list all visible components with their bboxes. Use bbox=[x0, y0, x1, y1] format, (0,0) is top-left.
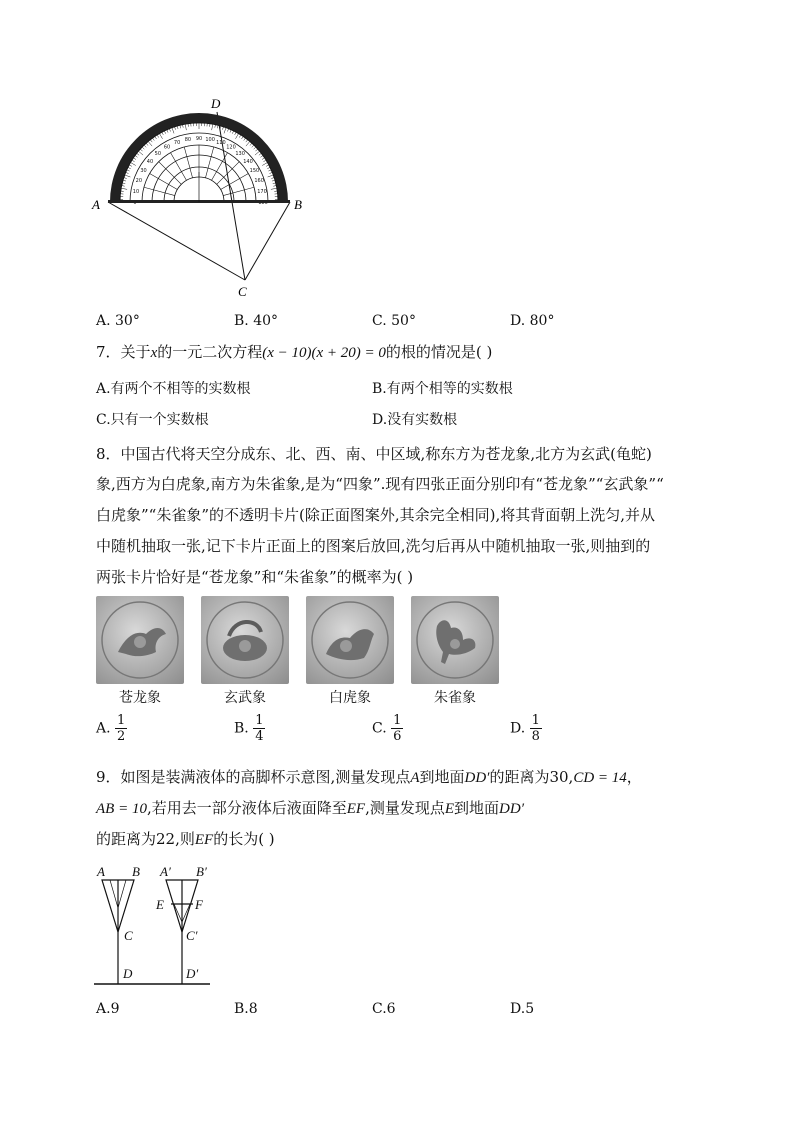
protractor-tick bbox=[125, 175, 131, 177]
protractor-tick bbox=[129, 165, 132, 166]
q7-option-d: D.没有实数根 bbox=[372, 412, 458, 428]
q6-option-d: D. 80° bbox=[510, 313, 555, 329]
protractor-degree-label: 160 bbox=[254, 178, 264, 185]
goblet-label-A: A bbox=[97, 864, 105, 879]
protractor-tick bbox=[273, 183, 276, 184]
protractor-tick bbox=[212, 124, 213, 130]
protractor-tick bbox=[153, 138, 155, 140]
q7-option-b: B.有两个相等的实数根 bbox=[372, 381, 513, 397]
goblet-label-C: C bbox=[124, 928, 133, 943]
q6-option-c: C. 50° bbox=[372, 313, 416, 329]
protractor-tick bbox=[138, 151, 143, 155]
protractor-degree-label: 120 bbox=[226, 144, 236, 151]
protractor-degree-label: 80 bbox=[184, 136, 192, 143]
q8-option-d: D. $\frac{1}{8}$ bbox=[510, 713, 540, 744]
q8-stem-line-2: 象,西方为白虎象,南方为朱雀象,是为“四象”.现有四张正面分别印有“苍龙象”“玄武象”“ bbox=[96, 475, 664, 493]
protractor-tick bbox=[122, 183, 125, 184]
protractor-degree-label: 70 bbox=[173, 139, 181, 146]
q8-option-a: A. $\frac{1}{2}$ bbox=[96, 713, 126, 744]
protractor-tick bbox=[260, 156, 262, 158]
q9-option-c: C.6 bbox=[372, 1001, 396, 1017]
protractor-tick bbox=[146, 143, 148, 145]
protractor-tick bbox=[162, 132, 163, 135]
protractor-tick bbox=[263, 160, 266, 162]
goblet-label-B: B bbox=[132, 864, 140, 879]
protractor-degree-label: 10 bbox=[132, 188, 140, 195]
protractor-tick bbox=[167, 130, 168, 133]
protractor-tick bbox=[262, 163, 267, 166]
protractor-tick bbox=[222, 127, 223, 130]
protractor-diagram bbox=[90, 92, 320, 302]
label-A: A bbox=[92, 197, 100, 212]
protractor-tick bbox=[224, 128, 226, 134]
protractor-tick bbox=[155, 137, 157, 139]
protractor-tick bbox=[215, 125, 216, 128]
protractor-tick bbox=[160, 134, 163, 139]
protractor-tick bbox=[123, 180, 126, 181]
q7-option-a: A.有两个不相等的实数根 bbox=[96, 381, 251, 397]
q8-stem-line-4: 中随机抽取一张,记下卡片正面上的图案后放回,洗匀后再从中随机抽取一张,则抽到的 bbox=[96, 537, 651, 555]
protractor-tick bbox=[272, 180, 275, 181]
protractor-tick bbox=[255, 149, 257, 151]
protractor-tick bbox=[230, 130, 231, 133]
q8-stem-line-1: 8．中国古代将天空分成东、北、西、南、中区域,称东方为苍龙象,北方为玄武(龟蛇) bbox=[96, 445, 652, 463]
protractor-tick bbox=[128, 167, 131, 168]
protractor-tick bbox=[175, 127, 176, 130]
protractor-tick bbox=[255, 151, 260, 155]
protractor-tick bbox=[134, 158, 136, 160]
protractor-tick bbox=[144, 145, 146, 147]
protractor-tick bbox=[266, 165, 269, 166]
protractor-tick bbox=[259, 153, 261, 155]
protractor-tick bbox=[148, 141, 152, 146]
protractor-tick bbox=[172, 128, 174, 134]
card-canglong-image bbox=[96, 596, 184, 684]
protractor-degree-label: 20 bbox=[135, 178, 143, 185]
card-caption-zhuque: 朱雀象 bbox=[434, 690, 476, 706]
protractor-tick bbox=[232, 131, 233, 134]
q8-stem-line-3: 白虎象”“朱雀象”的不透明卡片(除正面图案外,其余完全相同),将其背面朝上洗匀,并从 bbox=[96, 506, 656, 524]
protractor-ray bbox=[205, 147, 213, 178]
protractor-tick bbox=[164, 131, 165, 134]
protractor-tick bbox=[271, 178, 274, 179]
protractor-degree-label: 110 bbox=[216, 139, 226, 146]
q6-option-b: B. 40° bbox=[234, 313, 279, 329]
protractor-tick bbox=[122, 186, 125, 187]
protractor-tick bbox=[244, 138, 246, 140]
protractor-degree-label: 50 bbox=[154, 150, 162, 157]
card-xuanwu-image bbox=[201, 596, 289, 684]
q8-stem-line-5: 两张卡片恰好是“苍龙象”和“朱雀象”的概率为( ) bbox=[96, 568, 414, 586]
protractor-tick bbox=[268, 170, 271, 171]
q9-figure bbox=[94, 862, 218, 994]
q8-option-b: B. $\frac{1}{4}$ bbox=[234, 713, 264, 744]
goblet-label-B-prime: B′ bbox=[196, 864, 207, 879]
protractor-tick bbox=[126, 172, 129, 173]
protractor-tick bbox=[137, 153, 139, 155]
protractor-tick bbox=[239, 135, 241, 138]
label-B: B bbox=[294, 197, 302, 212]
goblet-diagram bbox=[94, 862, 218, 994]
protractor-degree-label: 150 bbox=[249, 168, 260, 174]
protractor-tick bbox=[150, 140, 152, 142]
card-caption-xuanwu: 玄武象 bbox=[224, 690, 266, 706]
protractor-ray bbox=[223, 187, 254, 195]
protractor-tick bbox=[142, 147, 144, 149]
q7-option-c: C.只有一个实数根 bbox=[96, 412, 209, 428]
protractor-tick bbox=[273, 186, 276, 187]
protractor-ray bbox=[144, 187, 175, 195]
goblet-label-E: E bbox=[156, 897, 164, 912]
protractor-tick bbox=[227, 129, 228, 132]
q6-figure bbox=[90, 92, 320, 302]
protractor-tick bbox=[135, 156, 137, 158]
protractor-tick bbox=[269, 172, 272, 173]
protractor-tick bbox=[271, 188, 277, 189]
protractor-tick bbox=[217, 125, 218, 128]
protractor-tick bbox=[246, 141, 250, 146]
protractor-degree-label: 130 bbox=[235, 150, 245, 157]
protractor-tick bbox=[127, 170, 130, 171]
card-zhuque-image bbox=[411, 596, 499, 684]
goblet-label-D-prime: D′ bbox=[186, 966, 199, 981]
card-caption-baihu: 白虎象 bbox=[329, 690, 371, 706]
protractor-tick bbox=[250, 143, 252, 145]
protractor-tick bbox=[140, 149, 142, 151]
protractor-tick bbox=[236, 134, 239, 139]
goblet-label-F: F bbox=[195, 897, 203, 912]
protractor-tick bbox=[246, 140, 248, 142]
protractor-tick bbox=[252, 145, 254, 147]
protractor-tick bbox=[268, 175, 274, 177]
protractor-degree-label: 90 bbox=[195, 136, 203, 142]
protractor-tick bbox=[180, 125, 181, 128]
protractor-ray bbox=[184, 147, 192, 178]
protractor-tick bbox=[157, 135, 159, 138]
q9-stem-line-2: AB = 10,若用去一部分液体后液面降至EF,测量发现点E到地面DD′ bbox=[96, 799, 524, 817]
protractor-tick bbox=[267, 167, 270, 168]
protractor-tick bbox=[185, 124, 186, 130]
goblet-label-C-prime: C′ bbox=[186, 928, 198, 943]
protractor-tick bbox=[177, 126, 178, 129]
protractor-tick bbox=[132, 160, 135, 162]
protractor-tick bbox=[254, 147, 256, 149]
q7-stem: 7．关于x的一元二次方程(x − 10)(x + 20) = 0的根的情况是( ) bbox=[96, 343, 493, 361]
goblet-label-D: D bbox=[123, 966, 133, 981]
protractor-tick bbox=[235, 132, 236, 135]
q9-option-b: B.8 bbox=[234, 1001, 258, 1017]
protractor-degree-label: 100 bbox=[205, 136, 215, 143]
protractor-tick bbox=[169, 129, 170, 132]
protractor-tick bbox=[121, 188, 127, 189]
q9-stem-line-3: 的距离为22,则EF的长为( ) bbox=[96, 830, 275, 848]
q9-stem-line-1: 9．如图是装满液体的高脚杯示意图,测量发现点A到地面DD′的距离为30,CD = 14， bbox=[96, 768, 642, 786]
q6-option-a: A. 30° bbox=[96, 313, 140, 329]
protractor-tick bbox=[241, 137, 243, 139]
protractor-tick bbox=[131, 163, 136, 166]
card-baihu-image bbox=[306, 596, 394, 684]
label-C: C bbox=[238, 284, 247, 299]
protractor-tick bbox=[262, 158, 264, 160]
card-caption-canglong: 苍龙象 bbox=[119, 690, 161, 706]
protractor-tick bbox=[183, 125, 184, 128]
q8-option-c: C. $\frac{1}{6}$ bbox=[372, 713, 402, 744]
q9-option-a: A.9 bbox=[96, 1001, 120, 1017]
goblet-label-A-prime: A′ bbox=[160, 864, 171, 879]
protractor-degree-label: 30 bbox=[140, 168, 147, 174]
protractor-degree-label: 60 bbox=[163, 144, 171, 151]
protractor-degree-label: 140 bbox=[243, 158, 253, 165]
protractor-degree-label: 40 bbox=[146, 158, 154, 165]
protractor-tick bbox=[124, 178, 127, 179]
label-D: D bbox=[211, 96, 221, 111]
protractor-degree-label: 170 bbox=[257, 188, 267, 195]
q9-option-d: D.5 bbox=[510, 1001, 535, 1017]
